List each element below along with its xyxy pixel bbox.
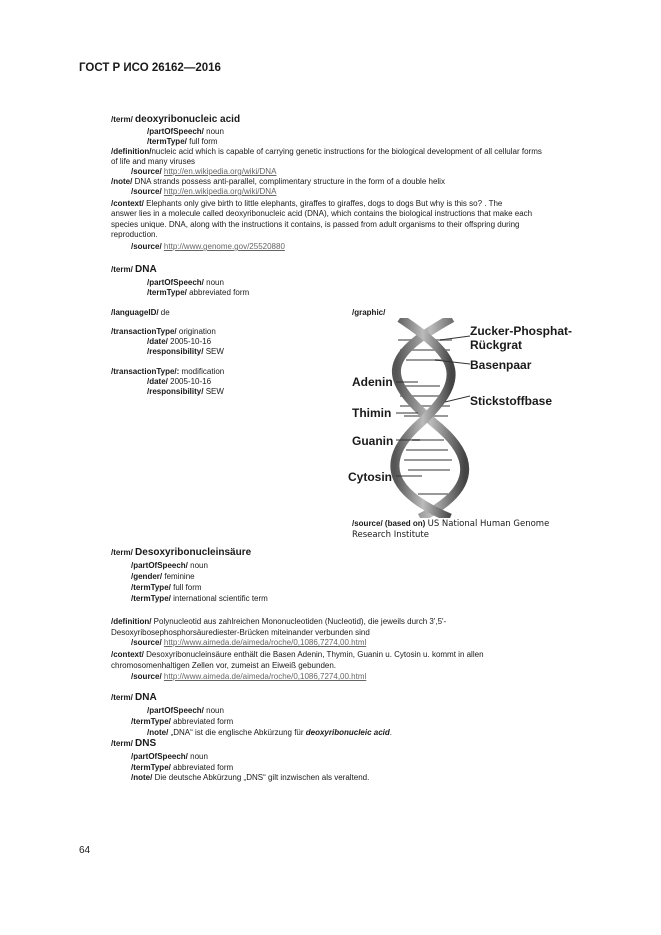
note-emphasis: deoxyribonucleic acid — [305, 728, 390, 737]
date-value: 2005-10-16 — [170, 337, 212, 346]
pos-value: noun — [206, 127, 224, 136]
tx-value: origination — [178, 327, 216, 336]
lang-value: de — [160, 308, 170, 317]
definition-cont: Desoxyribosephosphorsäurediester-Brücken miteinander verbunden sind — [111, 628, 370, 637]
src-tag: /source/ — [131, 242, 162, 251]
label-zucker-phosphat: Zucker-Phosphat- — [470, 324, 573, 338]
pos-value: noun — [190, 561, 208, 570]
term-line — [111, 265, 157, 276]
term-dna: DNA — [135, 692, 157, 703]
ctx-tag: /context/ — [111, 650, 144, 659]
label-thimin: Thimin — [352, 406, 392, 420]
label-cytosin: Cytosin — [348, 470, 393, 484]
pos-tag: /partOfSpeech/ — [131, 561, 188, 570]
part-of-speech — [147, 127, 224, 138]
term-tag: /term/ — [111, 265, 133, 274]
graphic-source-line-1: US National Human Genome — [427, 519, 550, 529]
label-basenpaar: Basenpaar — [470, 358, 532, 372]
date-tag: /date/ — [147, 337, 168, 346]
transaction-type — [111, 367, 224, 378]
tx-tag: /transactionType/: — [111, 367, 180, 376]
tt-value: abbreviated form — [173, 763, 234, 772]
pos-value: noun — [190, 752, 208, 761]
context — [111, 650, 484, 661]
term-line — [111, 548, 251, 559]
source-link[interactable]: http://en.wikipedia.org/wiki/DNA — [163, 187, 277, 196]
def-tag: /definition/ — [111, 147, 152, 156]
tt-value: abbreviated form — [173, 717, 234, 726]
tt-value: international scientific term — [173, 594, 268, 603]
source-link[interactable]: http://www.genome.gov/25520880 — [163, 242, 285, 251]
ctx-line-1: Desoxyribonucleinsäure enthält die Basen Adenin, Thymin, Guanin u. Cytosin u. kommt in allen — [146, 650, 484, 659]
tt-value: full form — [173, 583, 202, 592]
note — [111, 177, 445, 188]
tx-value: modification — [181, 367, 225, 376]
note-value: DNA strands possess anti-parallel, complimentary structure in the form of a double helix — [134, 177, 445, 186]
date — [147, 337, 211, 348]
source — [131, 167, 276, 178]
src-tag: /source/ — [131, 187, 162, 196]
pos-value: noun — [206, 278, 224, 287]
note-tag: /note/ — [111, 177, 133, 186]
term-tag: /term/ — [111, 115, 133, 124]
term-tag: /term/ — [111, 548, 133, 557]
definition — [111, 147, 542, 158]
source-tag: /source/ (based on) — [352, 519, 426, 528]
resp-tag: /responsibility/ — [147, 347, 204, 356]
context-cont: chromosomenhaltigen Zellen vor, zumeist an Eiweiß gebunden. — [111, 661, 337, 670]
responsibility — [147, 347, 224, 358]
src-tag: /source/ — [131, 638, 162, 647]
term-type — [131, 717, 233, 728]
ctx-line-1: Elephants only give birth to little elephants, giraffes to giraffes, dogs to dogs But why is this so? . The — [146, 199, 503, 208]
term-tag: /term/ — [111, 739, 133, 748]
page-number: 64 — [79, 845, 91, 856]
ctx-tag: /context/ — [111, 199, 144, 208]
part-of-speech — [147, 278, 224, 289]
source — [131, 638, 366, 649]
term-line — [111, 739, 156, 750]
context-cont: reproduction. — [111, 230, 158, 239]
label-stickstoffbase: Stickstoffbase — [470, 394, 553, 408]
def-line-1: nucleic acid which is capable of carrying genetic instructions for the biological development of all cellular forms — [151, 147, 542, 156]
pos-tag: /partOfSpeech/ — [131, 752, 188, 761]
source-link[interactable]: http://en.wikipedia.org/wiki/DNA — [163, 167, 277, 176]
note-end: . — [389, 728, 393, 737]
gender-tag: /gender/ — [131, 572, 163, 581]
def-tag: /definition/ — [111, 617, 152, 626]
context-cont: species unique. DNA, along with the instructions it contains, is passed from adult organisms to their offspring during — [111, 220, 520, 229]
source — [131, 242, 285, 253]
term-line — [111, 693, 157, 704]
definition — [111, 617, 446, 628]
tt-tag: /termType/ — [131, 594, 171, 603]
pos-tag: /partOfSpeech/ — [147, 278, 204, 287]
tx-tag: /transactionType/ — [111, 327, 177, 336]
src-tag: /source/ — [131, 672, 162, 681]
label-rueckgrat: Rückgrat — [470, 338, 523, 352]
note-text: „DNA“ ist die englische Abkürzung für — [170, 728, 306, 737]
tt-tag: /termType/ — [147, 288, 187, 297]
responsibility — [147, 387, 224, 398]
note-value: Die deutsche Abkürzung „DNS“ gilt inzwischen als veraltend. — [154, 773, 370, 782]
date — [147, 377, 211, 388]
tt-tag: /termType/ — [131, 583, 171, 592]
term-deoxyribonucleic-acid: deoxyribonucleic acid — [135, 114, 241, 125]
graphic-tag: /graphic/ — [352, 308, 386, 317]
date-tag: /date/ — [147, 377, 168, 386]
pos-tag: /partOfSpeech/ — [147, 706, 204, 715]
pos-tag: /partOfSpeech/ — [147, 127, 204, 136]
note — [131, 773, 369, 784]
note — [147, 728, 392, 739]
note-tag: /note/ — [131, 773, 153, 782]
tt-value: full form — [189, 137, 218, 146]
gender — [131, 572, 195, 583]
tt-value: abbreviated form — [189, 288, 250, 297]
source-link[interactable]: http://www.aimeda.de/aimeda/roche/0,1086,7274,00.html — [163, 672, 367, 681]
context-cont: answer lies in a molecule called deoxyribonucleic acid (DNA), which contains the biological instructions that make each — [111, 209, 533, 218]
term-line — [111, 115, 240, 126]
label-adenin: Adenin — [352, 375, 393, 389]
resp-tag: /responsibility/ — [147, 387, 204, 396]
pos-value: noun — [206, 706, 224, 715]
label-guanin: Guanin — [352, 434, 394, 448]
note-tag: /note/ — [147, 728, 169, 737]
tt-tag: /termType/ — [131, 717, 171, 726]
term-type — [131, 583, 202, 594]
page-header: ГОСТ Р ИСО 26162—2016 — [79, 62, 221, 74]
graphic-source — [352, 519, 549, 530]
language-id — [111, 308, 170, 319]
source — [131, 187, 276, 198]
graphic-source-line-2: Research Institute — [352, 530, 429, 540]
term-desoxyribonucleinsaeure: Desoxyribonucleinsäure — [135, 547, 252, 558]
source — [131, 672, 366, 683]
term-dns: DNS — [135, 738, 157, 749]
part-of-speech — [131, 752, 208, 763]
tt-tag: /termType/ — [131, 763, 171, 772]
source-link[interactable]: http://www.aimeda.de/aimeda/roche/0,1086,7274,00.html — [163, 638, 367, 647]
resp-value: SEW — [205, 347, 224, 356]
term-type — [147, 137, 218, 148]
resp-value: SEW — [205, 387, 224, 396]
part-of-speech — [131, 561, 208, 572]
lang-tag: /languageID/ — [111, 308, 159, 317]
date-value: 2005-10-16 — [170, 377, 212, 386]
definition-cont: of life and many viruses — [111, 157, 196, 166]
transaction-type — [111, 327, 216, 338]
src-tag: /source/ — [131, 167, 162, 176]
gender-value: feminine — [164, 572, 195, 581]
term-tag: /term/ — [111, 693, 133, 702]
context — [111, 199, 502, 210]
def-line-1: Polynucleotid aus zahlreichen Mononucleotiden (Nucleotid), die jeweils durch 3',5'- — [153, 617, 447, 626]
term-type — [147, 288, 249, 299]
part-of-speech — [147, 706, 224, 717]
term-dna: DNA — [135, 264, 157, 275]
tt-tag: /termType/ — [147, 137, 187, 146]
term-type — [131, 594, 268, 605]
term-type — [131, 763, 233, 774]
